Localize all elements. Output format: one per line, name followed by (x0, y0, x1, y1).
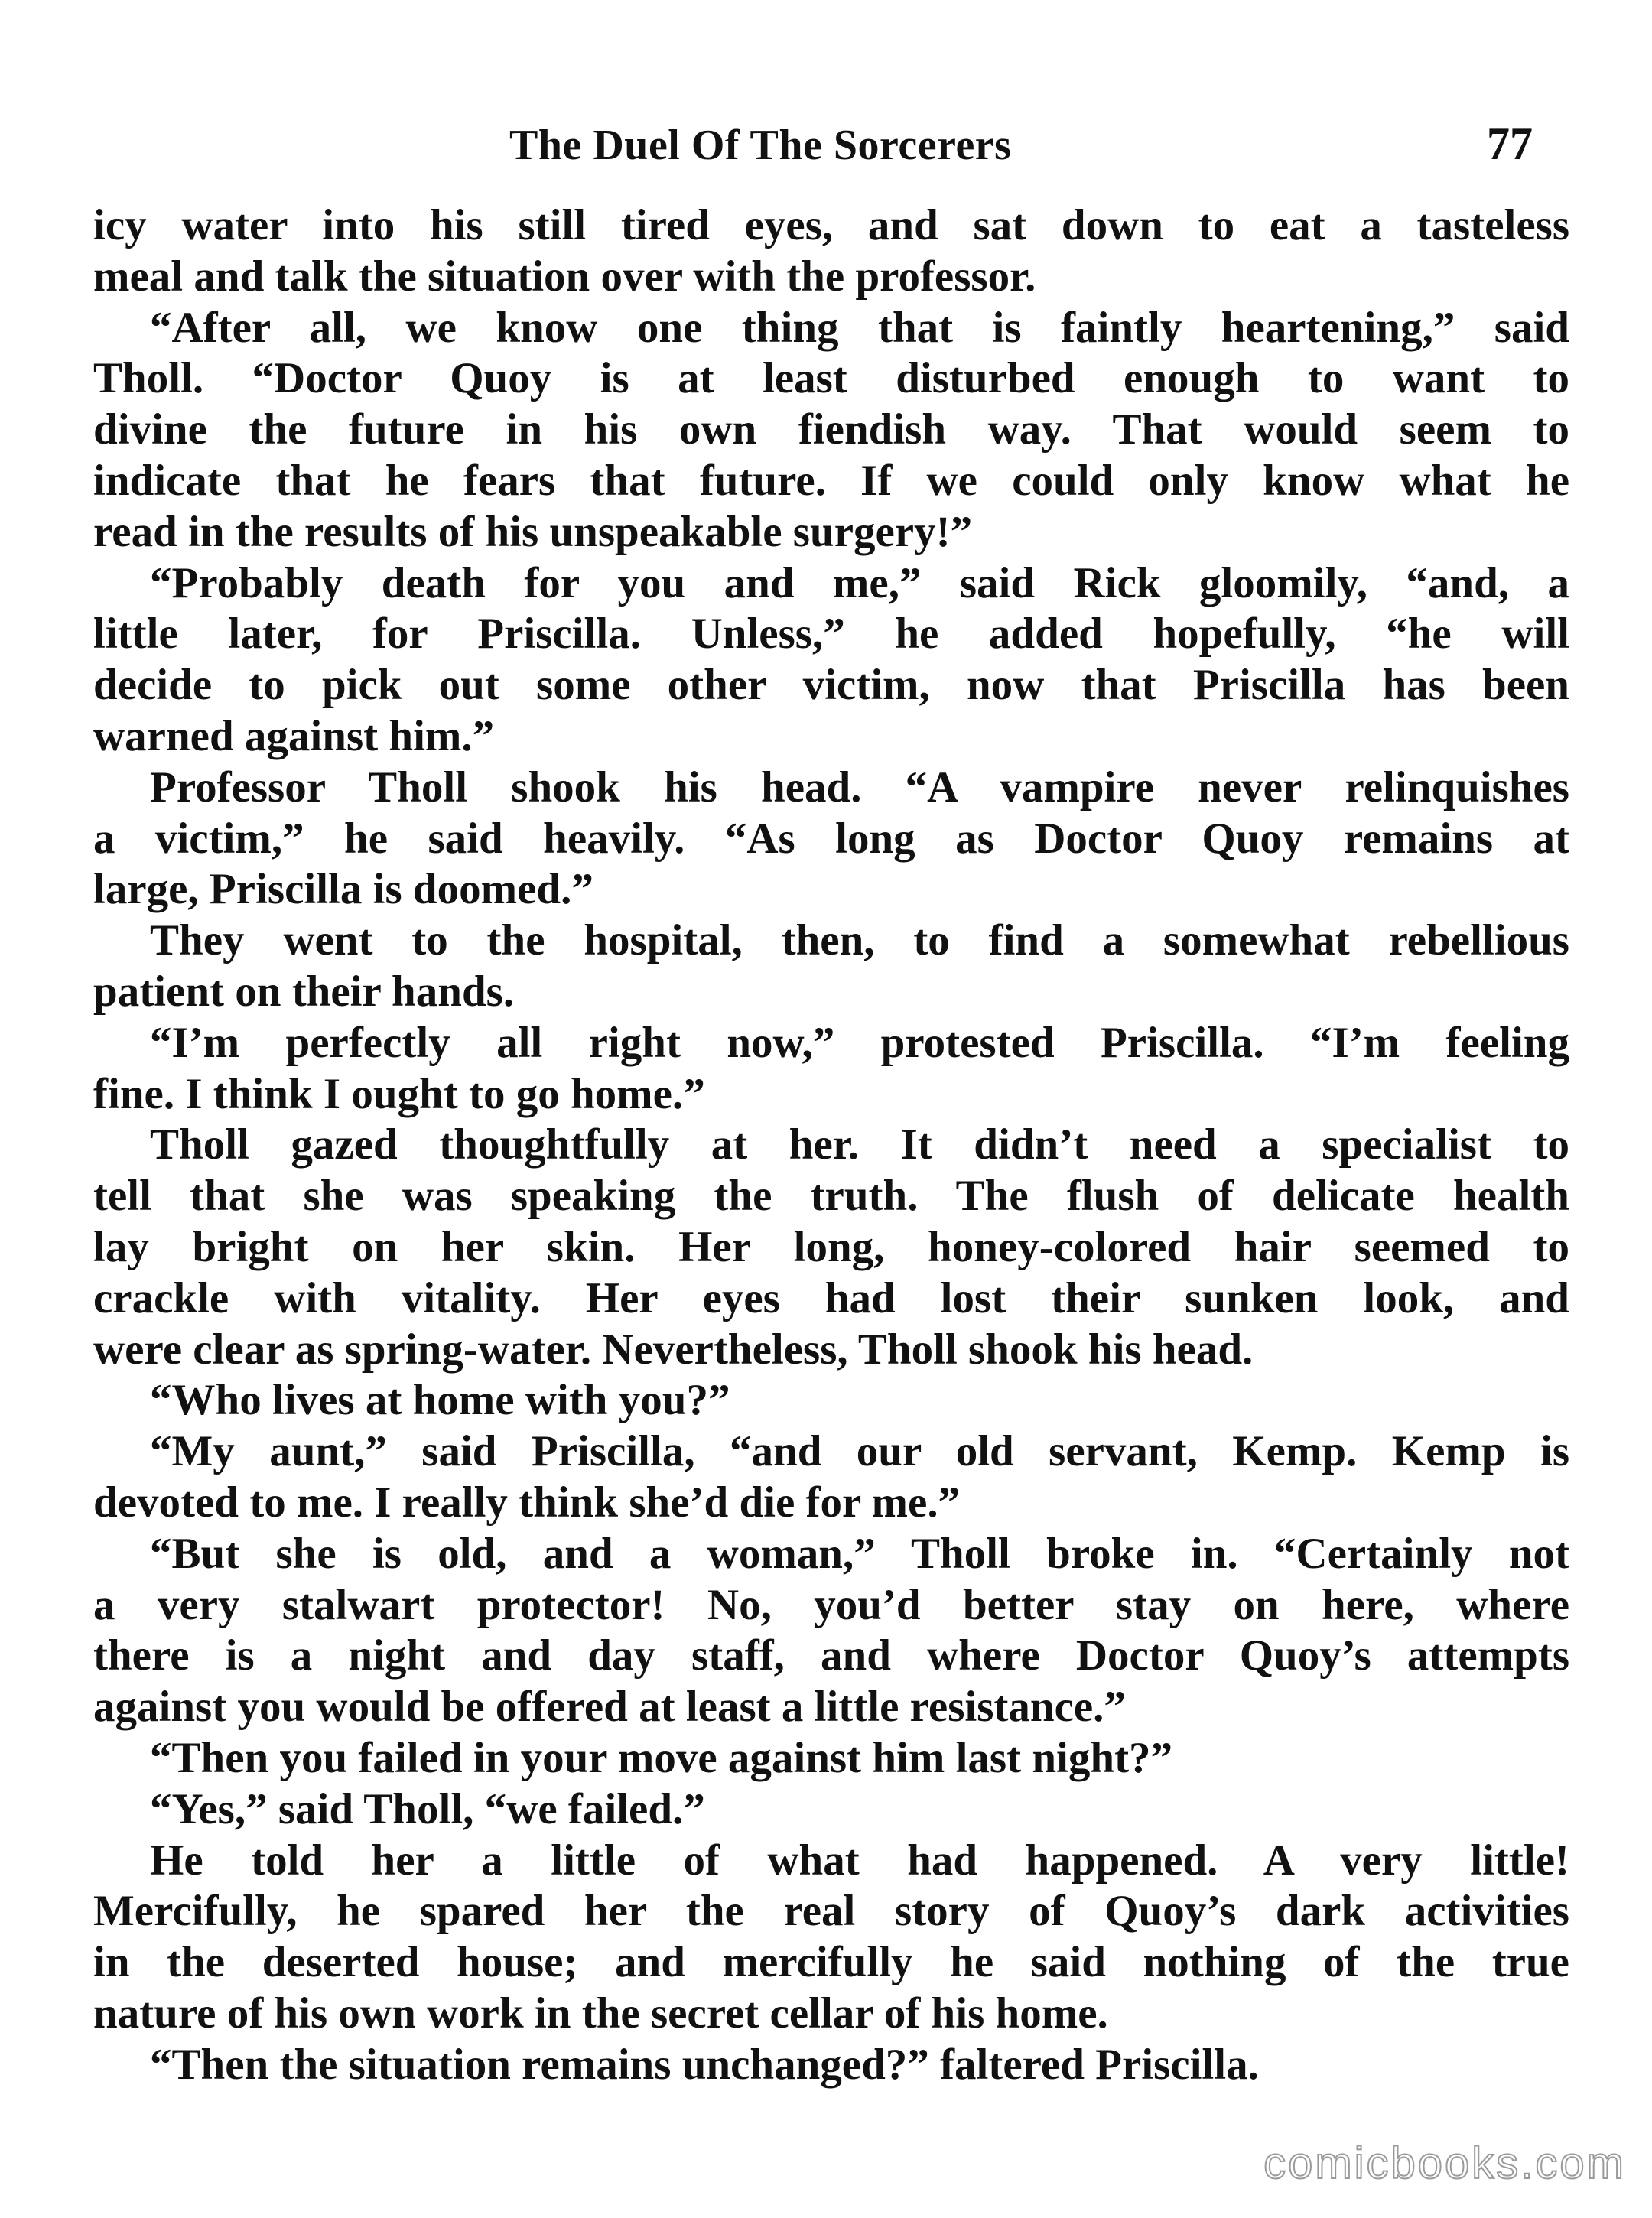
watermark: comicbooks.com (1263, 2138, 1626, 2188)
text-line: little later, for Priscilla. Unless,” he added hopefully, “he will (93, 610, 1569, 659)
text-line: “After all, we know one thing that is faintly heartening,” said (150, 303, 1569, 352)
text-line: “But she is old, and a woman,” Tholl broke in. “Certainly not (150, 1529, 1569, 1578)
text-line: patient on their hands. (93, 967, 515, 1016)
text-line: nature of his own work in the secret cellar of his home. (93, 1989, 1108, 2038)
page-number: 77 (1487, 119, 1533, 169)
text-line: in the deserted house; and mercifully he said nothing of the true (93, 1938, 1569, 1987)
body-text (93, 200, 1569, 2090)
text-line: “I’m perfectly all right now,” protested Priscilla. “I’m feeling (150, 1018, 1569, 1067)
text-line: were clear as spring-water. Nevertheless, Tholl shook his head. (93, 1325, 1254, 1374)
text-line: a very stalwart protector! No, you’d better stay on here, where (93, 1580, 1569, 1629)
text-line: large, Priscilla is doomed.” (93, 865, 593, 914)
text-line: meal and talk the situation over with the professor. (93, 252, 1036, 301)
text-line: read in the results of his unspeakable surgery!” (93, 507, 973, 556)
text-line: “Then you failed in your move against him last night?” (150, 1733, 1173, 1782)
text-line: icy water into his still tired eyes, and sat down to eat a tasteless (93, 201, 1569, 249)
text-line: against you would be offered at least a little resistance.” (93, 1683, 1126, 1732)
text-line: indicate that he fears that future. If we could only know what he (93, 456, 1569, 505)
text-line: warned against him.” (93, 711, 495, 760)
text-line: crackle with vitality. Her eyes had lost their sunken look, and (93, 1273, 1569, 1322)
text-line: Tholl gazed thoughtfully at her. It didn’t need a specialist to (150, 1120, 1569, 1169)
text-line: “Probably death for you and me,” said Rick gloomily, “and, a (150, 558, 1569, 607)
text-line: Professor Tholl shook his head. “A vampire never relinquishes (150, 763, 1569, 811)
text-line: lay bright on her skin. Her long, honey-colored hair seemed to (93, 1222, 1569, 1271)
text-line: Mercifully, he spared her the real story of Quoy’s dark activities (93, 1887, 1569, 1936)
text-line: there is a night and day staff, and where Doctor Quoy’s attempts (93, 1631, 1569, 1680)
text-line: decide to pick out some other victim, now that Priscilla has been (93, 661, 1569, 710)
text-line: “Who lives at home with you?” (150, 1376, 730, 1425)
text-line: tell that she was speaking the truth. The flush of delicate health (93, 1172, 1569, 1221)
text-line: fine. I think I ought to go home.” (93, 1069, 705, 1118)
text-line: divine the future in his own fiendish way. That would seem to (93, 405, 1569, 454)
text-line: He told her a little of what had happened. A very little! (150, 1836, 1569, 1885)
text-line: Tholl. “Doctor Quoy is at least disturbed enough to want to (93, 354, 1569, 403)
text-line: “My aunt,” said Priscilla, “and our old servant, Kemp. Kemp is (150, 1427, 1569, 1476)
running-header (0, 121, 1652, 182)
text-line: “Yes,” said Tholl, “we failed.” (150, 1784, 705, 1833)
text-line: devoted to me. I really think she’d die for me.” (93, 1478, 961, 1527)
text-line: “Then the situation remains unchanged?” faltered Priscilla. (150, 2040, 1259, 2089)
text-line: They went to the hospital, then, to find a somewhat rebellious (150, 916, 1569, 965)
text-line: a victim,” he said heavily. “As long as Doctor Quoy remains at (93, 814, 1569, 863)
chapter-title: The Duel Of The Sorcerers (509, 122, 1012, 169)
